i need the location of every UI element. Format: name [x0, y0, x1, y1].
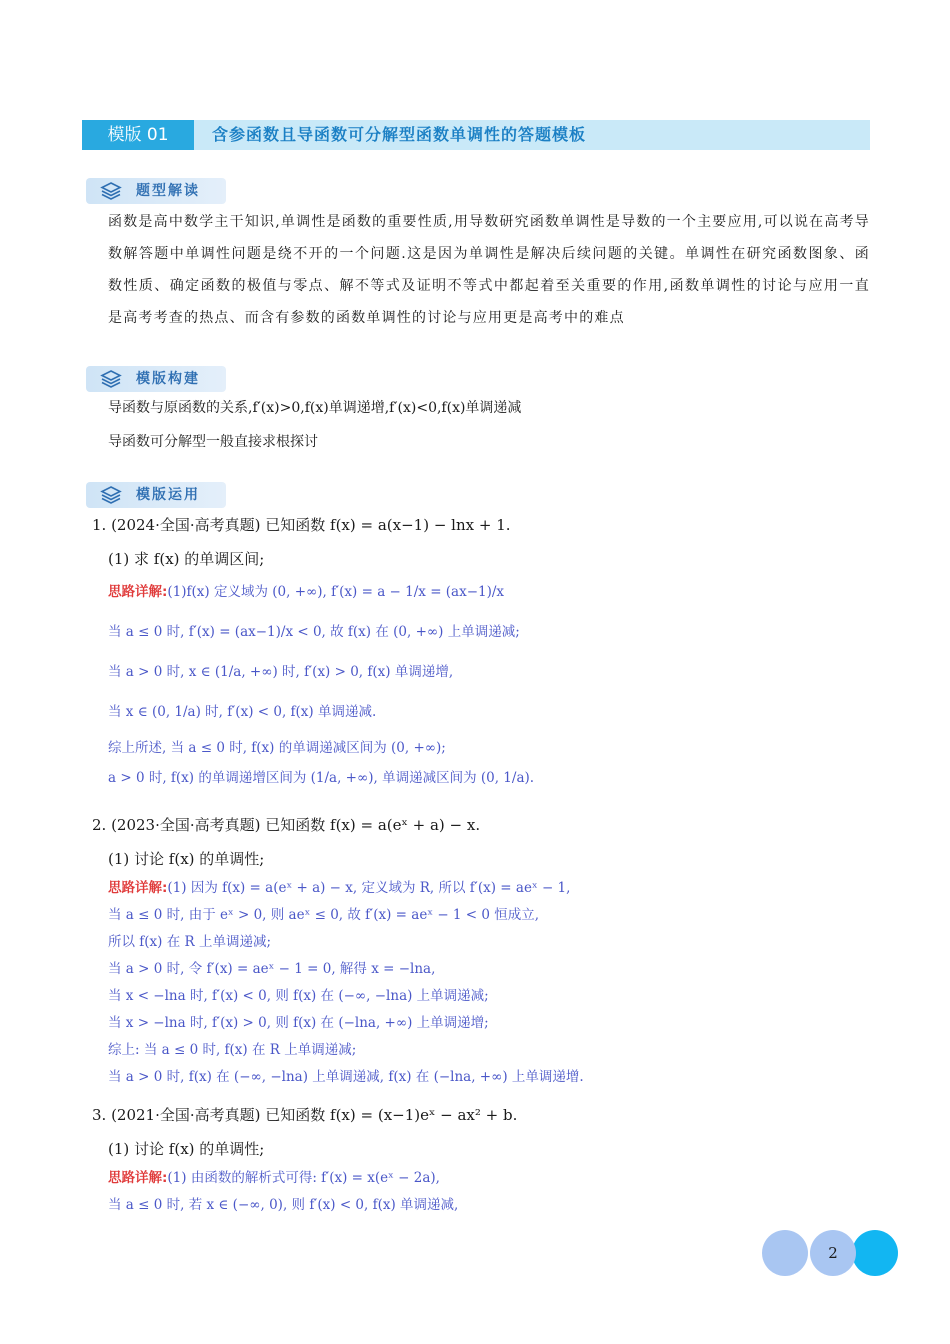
solution-label: 思路详解: [108, 584, 168, 600]
solution-line: 当 a > 0 时, f(x) 在 (−∞, −lna) 上单调递减, f(x) 在 (−lna, +∞) 上单调递增. [108, 1069, 584, 1085]
template-tag: 模版 01 [82, 120, 194, 150]
solution-line: 当 x < −lna 时, f′(x) < 0, 则 f(x) 在 (−∞, −lna) 上单调递减; [108, 988, 489, 1004]
template-line: 导函数与原函数的关系,f′(x)>0,f(x)单调递增,f′(x)<0,f(x)单调递减 [108, 400, 522, 416]
template-line: 导函数可分解型一般直接求根探讨 [108, 434, 318, 450]
layers-icon [100, 485, 122, 505]
solution-line [108, 1168, 440, 1188]
solution-line: a > 0 时, f(x) 的单调递增区间为 (1/a, +∞), 单调递减区间为 (0, 1/a). [108, 770, 535, 786]
solution-line: 当 a ≤ 0 时, 若 x ∈ (−∞, 0), 则 f′(x) < 0, f(x) 单调递减, [108, 1197, 459, 1213]
solution-line: 当 x ∈ (0, 1/a) 时, f′(x) < 0, f(x) 单调递减. [108, 704, 377, 720]
solution-label: 思路详解: [108, 880, 168, 896]
problem-part: (1) 讨论 f(x) 的单调性; [108, 850, 265, 868]
section-heading-application [86, 482, 226, 508]
solution-text: (1) 因为 f(x) = a(eˣ + a) − x, 定义域为 R, 所以 f′(x) = aeˣ − 1, [167, 880, 571, 896]
intro-paragraph: 函数是高中数学主干知识,单调性是函数的重要性质,用导数研究函数单调性是导数的一个主要应用,可以说在高考导数解答题中单调性问题是绕不开的一个问题.这是因为单调性是解决后续问题的关键。单调性在研究函数图象、函数性质、确定函数的极值与零点、解不等式及证明不等式中都起着至关重要的作用,函数单调性的讨论与应用一直是高考考查的热点、而含有参数的函数单调性的讨论与应用更是高考中的难点 [108, 214, 870, 326]
solution-text: (1)f(x) 定义域为 (0, +∞), f′(x) = a − 1/x = (ax−1)/x [167, 584, 505, 600]
solution-line [108, 878, 570, 898]
layers-icon [100, 369, 122, 389]
solution-line: 综上所述, 当 a ≤ 0 时, f(x) 的单调递减区间为 (0, +∞); [108, 740, 446, 756]
section-label: 模版构建 [136, 371, 200, 387]
solution-label: 思路详解: [108, 1170, 168, 1186]
solution-text: (1) 由函数的解析式可得: f′(x) = x(eˣ − 2a), [167, 1170, 440, 1186]
solution-line: 当 a ≤ 0 时, f′(x) = (ax−1)/x < 0, 故 f(x) 在 (0, +∞) 上单调递减; [108, 624, 520, 640]
solution-line: 当 a > 0 时, 令 f′(x) = aeˣ − 1 = 0, 解得 x = −lna, [108, 961, 436, 977]
solution-line [108, 582, 504, 602]
solution-line: 当 a ≤ 0 时, 由于 eˣ > 0, 则 aeˣ ≤ 0, 故 f′(x) = aeˣ − 1 < 0 恒成立, [108, 907, 540, 923]
problem-stem: 1. (2024·全国·高考真题) 已知函数 f(x) = a(x−1) − lnx + 1. [92, 516, 511, 534]
section-heading-interpretation [86, 178, 226, 204]
layers-icon [100, 181, 122, 201]
page-decoration-circle [762, 1230, 808, 1276]
page-decoration-circle [852, 1230, 898, 1276]
problem-stem: 3. (2021·全国·高考真题) 已知函数 f(x) = (x−1)eˣ − ax² + b. [92, 1106, 518, 1124]
solution-line: 综上: 当 a ≤ 0 时, f(x) 在 R 上单调递减; [108, 1042, 357, 1058]
problem-part: (1) 求 f(x) 的单调区间; [108, 550, 265, 568]
solution-line: 当 a > 0 时, x ∈ (1/a, +∞) 时, f′(x) > 0, f(x) 单调递增, [108, 664, 454, 680]
section-label: 题型解读 [136, 183, 200, 199]
problem-part: (1) 讨论 f(x) 的单调性; [108, 1140, 265, 1158]
page-number: 2 [810, 1230, 856, 1276]
problem-stem: 2. (2023·全国·高考真题) 已知函数 f(x) = a(eˣ + a) − x. [92, 816, 481, 834]
section-label: 模版运用 [136, 487, 200, 503]
section-heading-construction [86, 366, 226, 392]
solution-line: 所以 f(x) 在 R 上单调递减; [108, 934, 272, 950]
solution-line: 当 x > −lna 时, f′(x) > 0, 则 f(x) 在 (−lna, +∞) 上单调递增; [108, 1015, 489, 1031]
page-title: 含参函数且导函数可分解型函数单调性的答题模板 [212, 125, 587, 144]
